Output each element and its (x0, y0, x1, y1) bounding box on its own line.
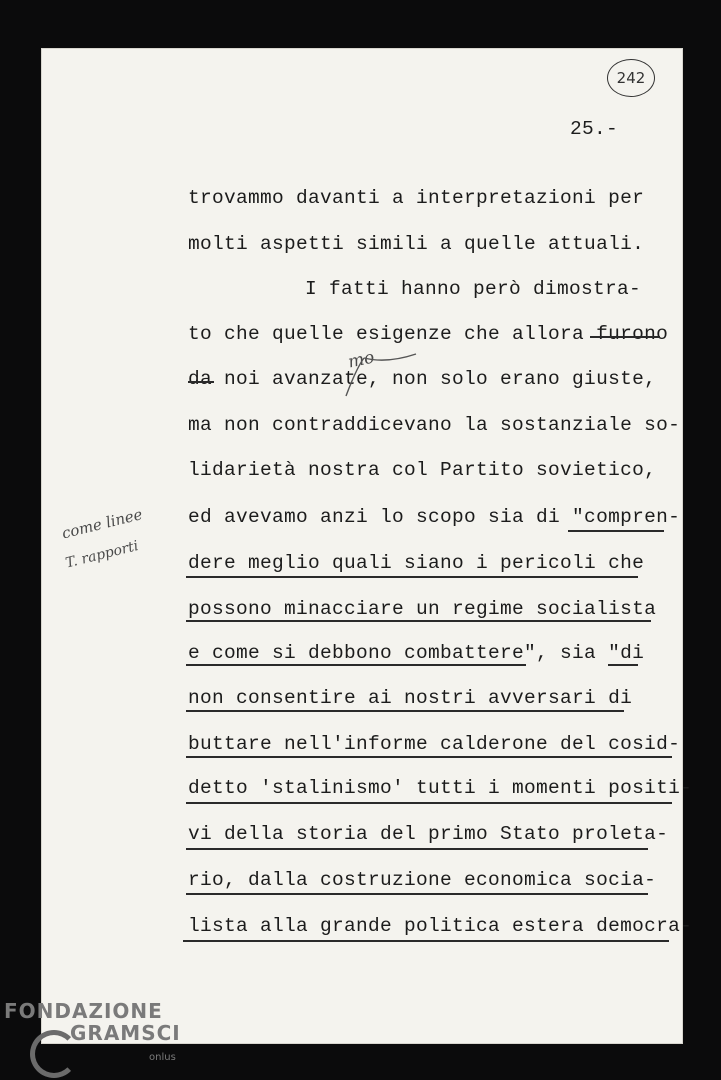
underline-9 (186, 848, 648, 850)
logo-line-1: FONDAZIONE (4, 999, 163, 1023)
underline-8 (186, 802, 672, 804)
archive-stamp-number: 242 (616, 69, 646, 87)
text-line-7: lidarietà nostra col Partito sovietico, (188, 459, 657, 481)
page-number: 25.- (570, 118, 619, 140)
margin-note-line-1: come linee (60, 505, 145, 543)
text-line-6: ma non contraddicevano la sostanziale so- (188, 414, 681, 436)
text-line-15: vi della storia del primo Stato proleta- (188, 823, 669, 845)
underline-1 (568, 530, 664, 532)
underline-11 (183, 940, 669, 942)
text-line-12: non consentire ai nostri avversari di (188, 687, 633, 709)
text-line-1: trovammo davanti a interpretazioni per (188, 187, 645, 209)
underline-5 (608, 664, 638, 666)
text-line-9: dere meglio quali siano i pericoli che (188, 552, 645, 574)
strike-da (188, 381, 214, 383)
text-line-14: detto 'stalinismo' tutti i momenti positi- (188, 777, 693, 799)
text-line-10: possono minacciare un regime socialista (188, 598, 657, 620)
margin-note-line-2: T. rapporti (64, 538, 141, 572)
underline-2 (186, 576, 638, 578)
logo-g-icon (30, 1030, 78, 1078)
strike-furono (590, 336, 660, 338)
text-line-17: lista alla grande politica estera democra- (188, 915, 693, 937)
archive-stamp (607, 59, 655, 97)
text-line-4: to che quelle esigenze che allora furono (188, 323, 669, 345)
logo-line-3: onlus (149, 1052, 176, 1063)
text-line-2: molti aspetti simili a quelle attuali. (188, 233, 645, 255)
handwritten-correction: mo (346, 347, 377, 373)
fondazione-gramsci-logo (4, 999, 181, 1063)
underline-3 (186, 620, 651, 622)
underline-10 (186, 893, 648, 895)
text-line-8: ed avevamo anzi lo scopo sia di "compren- (188, 506, 681, 528)
logo-line-2: GRAMSCI (70, 1021, 181, 1045)
correction-stroke (340, 352, 420, 402)
text-line-11: e come si debbono combattere", sia "di (188, 642, 645, 664)
text-line-5: da noi avanzate, non solo erano giuste, (188, 368, 657, 390)
text-line-16: rio, dalla costruzione economica socia- (188, 869, 657, 891)
underline-4 (186, 664, 526, 666)
underline-6 (186, 710, 624, 712)
underline-7 (186, 756, 672, 758)
text-line-13: buttare nell'informe calderone del cosid- (188, 733, 681, 755)
text-line-3: I fatti hanno però dimostra- (305, 278, 642, 300)
